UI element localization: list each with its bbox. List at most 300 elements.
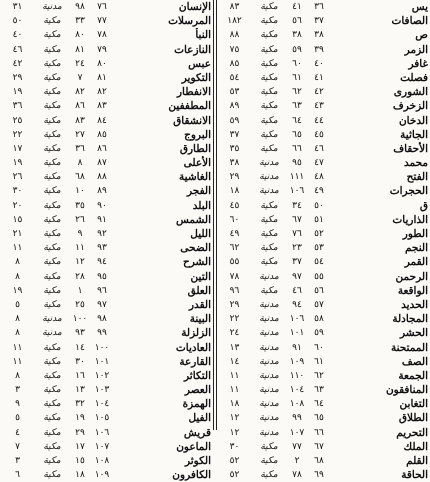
surah-name: الرحمن xyxy=(395,270,428,283)
verse-count: ٣١ xyxy=(12,2,23,12)
surah-order-number: ١٠٧ xyxy=(94,441,110,452)
surah-order-number: ٥٤ xyxy=(314,257,324,268)
verse-count: ٧٥ xyxy=(229,44,240,55)
surah-row xyxy=(0,426,213,440)
verse-count: ١١ xyxy=(12,356,23,367)
surah-name: المجادلة xyxy=(392,313,428,326)
verse-count: ٢٥ xyxy=(12,115,23,126)
surah-order-number: ٥٠ xyxy=(314,200,324,211)
surah-order-number: ٦٨ xyxy=(314,456,324,466)
surah-row xyxy=(217,57,430,71)
surah-order-number: ٩٦ xyxy=(97,285,107,296)
revelation-type: مدنية xyxy=(42,2,62,12)
surah-name: الصف xyxy=(401,355,428,368)
revelation-order-number: ٢٧ xyxy=(75,129,85,140)
surah-order-number: ٤٧ xyxy=(314,158,324,169)
revelation-type: مكية xyxy=(43,356,61,367)
revelation-type: مكية xyxy=(43,101,61,112)
surah-order-number: ٤٨ xyxy=(314,172,324,183)
revelation-type: مدنية xyxy=(259,427,279,438)
revelation-type: مكية xyxy=(43,441,61,452)
surah-row xyxy=(0,298,213,312)
surah-order-number: ٦٤ xyxy=(314,399,324,410)
revelation-type: مكية xyxy=(43,16,61,27)
surah-name: البينة xyxy=(189,313,211,326)
surah-row xyxy=(217,341,430,355)
revelation-type: مكية xyxy=(260,229,278,239)
verse-count: ٨٣ xyxy=(229,2,240,12)
surah-name: الطور xyxy=(402,228,428,240)
surah-name: الحديد xyxy=(401,298,428,311)
revelation-type: مدنية xyxy=(42,314,62,325)
surah-order-number: ٥٥ xyxy=(314,271,324,282)
surah-name: الفيل xyxy=(188,412,211,425)
surah-row xyxy=(217,255,430,269)
surah-row xyxy=(217,114,430,128)
revelation-type: مكية xyxy=(43,285,61,296)
revelation-order-number: ٣٢ xyxy=(75,399,85,410)
surah-order-number: ٥٩ xyxy=(314,328,324,339)
revelation-order-number: ٨٦ xyxy=(75,101,85,112)
surah-order-number: ٩٤ xyxy=(97,257,107,268)
surah-row xyxy=(0,85,213,99)
surah-row xyxy=(217,43,430,57)
verse-count: ٥٩ xyxy=(229,115,240,126)
revelation-type: مكية xyxy=(260,115,278,126)
revelation-type: مكية xyxy=(43,470,61,481)
revelation-type: مكية xyxy=(43,186,61,197)
revelation-order-number: ٦٥ xyxy=(292,129,302,140)
surah-row xyxy=(0,284,213,298)
column-divider xyxy=(213,0,217,430)
revelation-type: مكية xyxy=(260,456,278,466)
verse-count: ١٩ xyxy=(12,87,23,98)
revelation-order-number: ٣٨ xyxy=(292,30,302,41)
surah-name: الشورى xyxy=(393,86,428,99)
revelation-order-number: ٩٩ xyxy=(292,413,302,424)
revelation-type: مكية xyxy=(260,243,278,254)
surah-name: البلد xyxy=(192,199,211,212)
revelation-type: مكية xyxy=(43,342,61,353)
surah-row xyxy=(217,454,430,468)
surah-name: الزلزلة xyxy=(181,327,211,340)
revelation-order-number: ٣٥ xyxy=(75,200,85,211)
verse-count: ١٨ xyxy=(229,186,240,197)
verse-count: ٣ xyxy=(15,456,20,466)
surah-row xyxy=(0,241,213,255)
surah-order-number: ٦٩ xyxy=(314,470,324,481)
revelation-type: مكية xyxy=(260,30,278,41)
revelation-type: مدنية xyxy=(259,172,279,183)
verse-count: ٨ xyxy=(15,257,20,268)
surah-order-number: ٩٣ xyxy=(97,243,107,254)
revelation-order-number: ٦٣ xyxy=(292,101,302,112)
verse-count: ٥٠ xyxy=(12,16,23,27)
surah-row xyxy=(217,383,430,397)
revelation-type: مكية xyxy=(43,44,61,55)
surah-name: المنافقون xyxy=(385,384,428,397)
verse-count: ٥٤ xyxy=(229,72,240,83)
surah-row xyxy=(0,326,213,340)
revelation-type: مكية xyxy=(260,16,278,27)
revelation-type: مكية xyxy=(43,214,61,225)
surah-order-number: ٤٦ xyxy=(314,143,324,154)
revelation-type: مكية xyxy=(43,399,61,410)
surah-order-number: ٩٠ xyxy=(97,200,107,211)
revelation-type: مدنية xyxy=(259,342,279,353)
surah-name: الحجرات xyxy=(389,185,428,198)
surah-order-number: ١٠٨ xyxy=(94,456,110,466)
surah-order-number: ٦٧ xyxy=(314,441,324,452)
surah-row xyxy=(0,57,213,71)
surah-row xyxy=(0,454,213,468)
verse-count: ٤ xyxy=(15,427,20,438)
surah-row xyxy=(0,28,213,42)
surah-row xyxy=(0,411,213,425)
surah-row xyxy=(0,440,213,454)
surah-name: الأعلى xyxy=(183,157,211,170)
revelation-order-number: ٦٦ xyxy=(292,143,302,154)
verse-count: ٢٦ xyxy=(12,172,23,183)
revelation-type: مدنية xyxy=(42,328,62,339)
verse-count: ١٨٢ xyxy=(227,16,242,27)
surah-order-number: ١٠٥ xyxy=(94,413,110,424)
surah-order-number: ١٠١ xyxy=(94,356,110,367)
surah-row xyxy=(0,369,213,383)
surah-order-number: ٨٠ xyxy=(97,58,107,69)
verse-count: ٤٠ xyxy=(12,30,23,41)
surah-row xyxy=(0,270,213,284)
surah-row xyxy=(217,99,430,113)
surah-row xyxy=(217,270,430,284)
revelation-order-number: ٢٩ xyxy=(75,427,85,438)
surah-order-number: ٥٧ xyxy=(314,299,324,310)
surah-order-number: ٤٤ xyxy=(314,115,324,126)
surah-order-number: ٥٢ xyxy=(314,229,324,239)
surah-name: الطارق xyxy=(179,142,211,155)
surah-name: عبس xyxy=(188,57,211,70)
revelation-order-number: ٢ xyxy=(294,456,300,466)
verse-count: ٢٢ xyxy=(229,314,240,325)
surah-order-number: ٤٣ xyxy=(314,101,324,112)
revelation-order-number: ١٠١ xyxy=(289,328,305,339)
surah-name: الهمزة xyxy=(182,398,211,411)
surah-order-number: ٣٧ xyxy=(314,16,324,27)
revelation-type: مكية xyxy=(43,229,61,239)
surah-name: الطلاق xyxy=(398,412,428,425)
revelation-type: مدنية xyxy=(259,186,279,197)
verse-count: ١٤ xyxy=(229,356,240,367)
surah-row xyxy=(217,326,430,340)
surah-row xyxy=(217,14,430,28)
revelation-order-number: ١٠٧ xyxy=(289,427,305,438)
revelation-order-number: ٧٧ xyxy=(292,441,302,452)
revelation-order-number: ٩٧ xyxy=(292,271,302,282)
verse-count: ٨ xyxy=(15,271,20,282)
revelation-type: مدنية xyxy=(259,385,279,396)
surah-order-number: ٧٧ xyxy=(97,16,107,27)
revelation-type: مدنية xyxy=(259,158,279,169)
surah-name: الكوثر xyxy=(184,455,211,467)
revelation-type: مكية xyxy=(43,456,61,466)
verse-count: ٥ xyxy=(15,413,20,424)
surah-order-number: ٨٥ xyxy=(97,129,107,140)
revelation-type: مكية xyxy=(43,370,61,381)
surah-order-number: ٩٢ xyxy=(97,229,107,239)
surah-order-number: ٨٢ xyxy=(97,87,107,98)
revelation-order-number: ٨ xyxy=(77,158,83,169)
revelation-order-number: ٢٨ xyxy=(75,271,85,282)
revelation-type: مكية xyxy=(43,129,61,140)
revelation-type: مكية xyxy=(260,214,278,225)
revelation-order-number: ٨١ xyxy=(75,44,85,55)
verse-count: ١١ xyxy=(229,385,240,396)
surah-order-number: ٥٣ xyxy=(314,243,324,254)
revelation-order-number: ٨٢ xyxy=(75,87,85,98)
surah-name: محمد xyxy=(404,157,428,170)
revelation-order-number: ٤٦ xyxy=(292,285,302,296)
revelation-order-number: ٦٢ xyxy=(292,87,302,98)
verse-count: ١١ xyxy=(12,342,23,353)
verse-count: ٨ xyxy=(15,328,20,339)
revelation-order-number: ١١ xyxy=(75,243,85,254)
revelation-order-number: ١٠٨ xyxy=(289,399,305,410)
surah-row xyxy=(0,170,213,184)
revelation-order-number: ٥٩ xyxy=(292,44,302,55)
surah-order-number: ٩١ xyxy=(97,214,107,225)
revelation-order-number: ١٠ xyxy=(75,186,85,197)
revelation-type: مكية xyxy=(260,2,278,12)
revelation-type: مكية xyxy=(43,257,61,268)
surah-name: التكوير xyxy=(181,71,211,84)
surah-order-number: ٣٨ xyxy=(314,30,324,41)
surah-name: الشرح xyxy=(182,256,211,269)
surah-name: الذاريات xyxy=(392,213,428,226)
verse-count: ٥٢ xyxy=(229,470,240,481)
surah-row xyxy=(0,213,213,227)
verse-count: ١١ xyxy=(229,370,240,381)
verse-count: ٥٢ xyxy=(229,456,240,466)
surah-order-number: ٩٨ xyxy=(97,314,107,325)
surah-name: الدخان xyxy=(398,114,428,127)
revelation-type: مكية xyxy=(260,129,278,140)
surah-order-number: ٦٢ xyxy=(314,370,324,381)
surah-order-number: ٧٩ xyxy=(97,44,107,55)
surah-row xyxy=(0,468,213,482)
surah-order-number: ٤٢ xyxy=(314,87,324,98)
revelation-order-number: ٣٤ xyxy=(292,200,302,211)
verse-count: ٣٧ xyxy=(229,129,240,140)
revelation-type: مكية xyxy=(43,115,61,126)
revelation-order-number: ١٤ xyxy=(75,342,85,353)
surah-name: غافر xyxy=(408,57,428,70)
verse-count: ٩ xyxy=(15,399,20,410)
revelation-type: مكية xyxy=(260,257,278,268)
surah-order-number: ٥٨ xyxy=(314,314,324,325)
revelation-order-number: ٩٤ xyxy=(292,299,302,310)
surah-row xyxy=(217,85,430,99)
surah-name: النجم xyxy=(404,242,428,255)
verse-count: ٦٢ xyxy=(229,243,240,254)
revelation-type: مكية xyxy=(43,158,61,169)
surah-name: الغاشية xyxy=(179,171,211,184)
revelation-order-number: ١٧ xyxy=(75,441,85,452)
surah-name: الإنسان xyxy=(178,1,211,13)
surah-name: الكافرون xyxy=(172,469,211,482)
surah-name: التكاثر xyxy=(184,369,211,382)
revelation-order-number: ١٠٦ xyxy=(289,186,305,197)
surah-row xyxy=(0,71,213,85)
surah-row xyxy=(217,71,430,85)
revelation-order-number: ١٠٩ xyxy=(289,356,305,367)
revelation-order-number: ١٣ xyxy=(75,385,85,396)
verse-count: ١٩ xyxy=(12,285,23,296)
verse-count: ١٢ xyxy=(229,427,240,438)
verse-count: ٤٢ xyxy=(12,58,23,69)
surah-order-number: ٨٤ xyxy=(97,115,107,126)
revelation-type: مكية xyxy=(43,427,61,438)
surah-row xyxy=(0,199,213,213)
surah-row xyxy=(217,213,430,227)
revelation-type: مكية xyxy=(43,58,61,69)
surah-row xyxy=(217,0,430,14)
revelation-order-number: ٦٤ xyxy=(292,115,302,126)
revelation-order-number: ٢٣ xyxy=(292,243,302,254)
revelation-order-number: ٩١ xyxy=(292,342,302,353)
surah-order-number: ١٠٤ xyxy=(94,399,110,410)
revelation-order-number: ١ xyxy=(77,285,83,296)
surah-row xyxy=(0,397,213,411)
revelation-order-number: ٢٦ xyxy=(75,214,85,225)
surah-row xyxy=(217,199,430,213)
surah-row xyxy=(217,355,430,369)
surah-order-number: ٩٩ xyxy=(97,328,107,339)
revelation-order-number: ٥٦ xyxy=(292,16,302,27)
surah-order-number: ١٠٩ xyxy=(94,470,110,481)
revelation-order-number: ٦١ xyxy=(292,72,302,83)
verse-count: ٢٤ xyxy=(229,328,240,339)
revelation-order-number: ٩٨ xyxy=(75,2,85,12)
revelation-type: مدنية xyxy=(259,299,279,310)
revelation-order-number: ٨٣ xyxy=(75,115,85,126)
revelation-order-number: ١٥ xyxy=(75,456,85,466)
surah-order-number: ٨١ xyxy=(97,72,107,83)
verse-count: ٣٠ xyxy=(12,186,23,197)
surah-row xyxy=(0,355,213,369)
revelation-type: مدنية xyxy=(259,356,279,367)
surah-name: الجاثية xyxy=(400,128,428,141)
revelation-type: مكية xyxy=(43,413,61,424)
revelation-order-number: ١٠٦ xyxy=(289,314,305,325)
surah-row xyxy=(217,227,430,241)
verse-count: ٥٥ xyxy=(229,257,240,268)
revelation-type: مدنية xyxy=(259,271,279,282)
revelation-order-number: ٦٨ xyxy=(75,172,85,183)
revelation-type: مكية xyxy=(43,72,61,83)
verse-count: ٥٣ xyxy=(229,87,240,98)
surah-order-number: ٤٠ xyxy=(314,58,324,69)
surah-row xyxy=(217,411,430,425)
surah-name: العاديات xyxy=(175,341,211,354)
surah-name: الملك xyxy=(403,440,428,453)
surah-row xyxy=(0,14,213,28)
surah-name: الفجر xyxy=(187,185,211,198)
surah-order-number: ١٠٦ xyxy=(94,427,110,438)
verse-count: ٨٥ xyxy=(229,58,240,69)
surah-name: الواقعة xyxy=(397,284,428,297)
surah-row xyxy=(0,255,213,269)
surah-name: النبأ xyxy=(195,29,211,42)
revelation-type: مكية xyxy=(260,44,278,55)
surah-row xyxy=(217,284,430,298)
verse-count: ٤٩ xyxy=(229,229,240,239)
revelation-order-number: ١٩ xyxy=(75,413,85,424)
surah-name: الممتحنة xyxy=(390,341,428,354)
surah-table-left xyxy=(0,0,213,482)
surah-row xyxy=(0,156,213,170)
surah-table-right xyxy=(217,0,430,482)
surah-row xyxy=(0,0,213,14)
revelation-type: مكية xyxy=(43,243,61,254)
revelation-type: مدنية xyxy=(259,399,279,410)
surah-name: النازعات xyxy=(174,43,211,56)
surah-order-number: ٩٧ xyxy=(97,299,107,310)
surah-order-number: ٣٩ xyxy=(314,44,324,55)
revelation-type: مدنية xyxy=(259,328,279,339)
surah-row xyxy=(217,369,430,383)
surah-row xyxy=(217,298,430,312)
surah-order-number: ١٠٢ xyxy=(94,370,110,381)
surah-row xyxy=(217,241,430,255)
surah-name: المطففين xyxy=(168,100,211,113)
revelation-order-number: ٣٦ xyxy=(75,143,85,154)
verse-count: ٣٨ xyxy=(229,158,240,169)
surah-order-number: ٨٣ xyxy=(97,101,107,112)
revelation-type: مكية xyxy=(260,72,278,83)
surah-order-number: ٨٩ xyxy=(97,186,107,197)
surah-row xyxy=(0,312,213,326)
surah-order-number: ٦١ xyxy=(314,356,324,367)
surah-name: الشمس xyxy=(176,213,211,226)
surah-row xyxy=(217,468,430,482)
revelation-type: مدنية xyxy=(259,370,279,381)
revelation-type: مكية xyxy=(260,87,278,98)
verse-count: ٤٦ xyxy=(12,44,23,55)
revelation-order-number: ٩ xyxy=(77,229,83,239)
surah-order-number: ٧٦ xyxy=(97,2,107,12)
revelation-type: مكية xyxy=(43,87,61,98)
surah-name: الليل xyxy=(190,228,211,240)
verse-count: ٣ xyxy=(15,385,20,396)
surah-row xyxy=(0,227,213,241)
surah-row xyxy=(217,184,430,198)
surah-name: الصافات xyxy=(391,15,428,28)
surah-order-number: ٧٨ xyxy=(97,30,107,41)
surah-name: ق xyxy=(419,199,428,212)
verse-count: ٧٨ xyxy=(229,271,240,282)
surah-row xyxy=(0,383,213,397)
verse-count: ٣٠ xyxy=(229,441,240,452)
revelation-order-number: ١٦ xyxy=(75,370,85,381)
revelation-type: مكية xyxy=(43,271,61,282)
verse-count: ٣٥ xyxy=(229,143,240,154)
surah-row xyxy=(0,99,213,113)
surah-name: الضحى xyxy=(180,242,211,255)
verse-count: ١٨ xyxy=(229,399,240,410)
revelation-type: مكية xyxy=(260,285,278,296)
verse-count: ٢١ xyxy=(12,229,23,239)
revelation-order-number: ٣٠ xyxy=(75,356,85,367)
